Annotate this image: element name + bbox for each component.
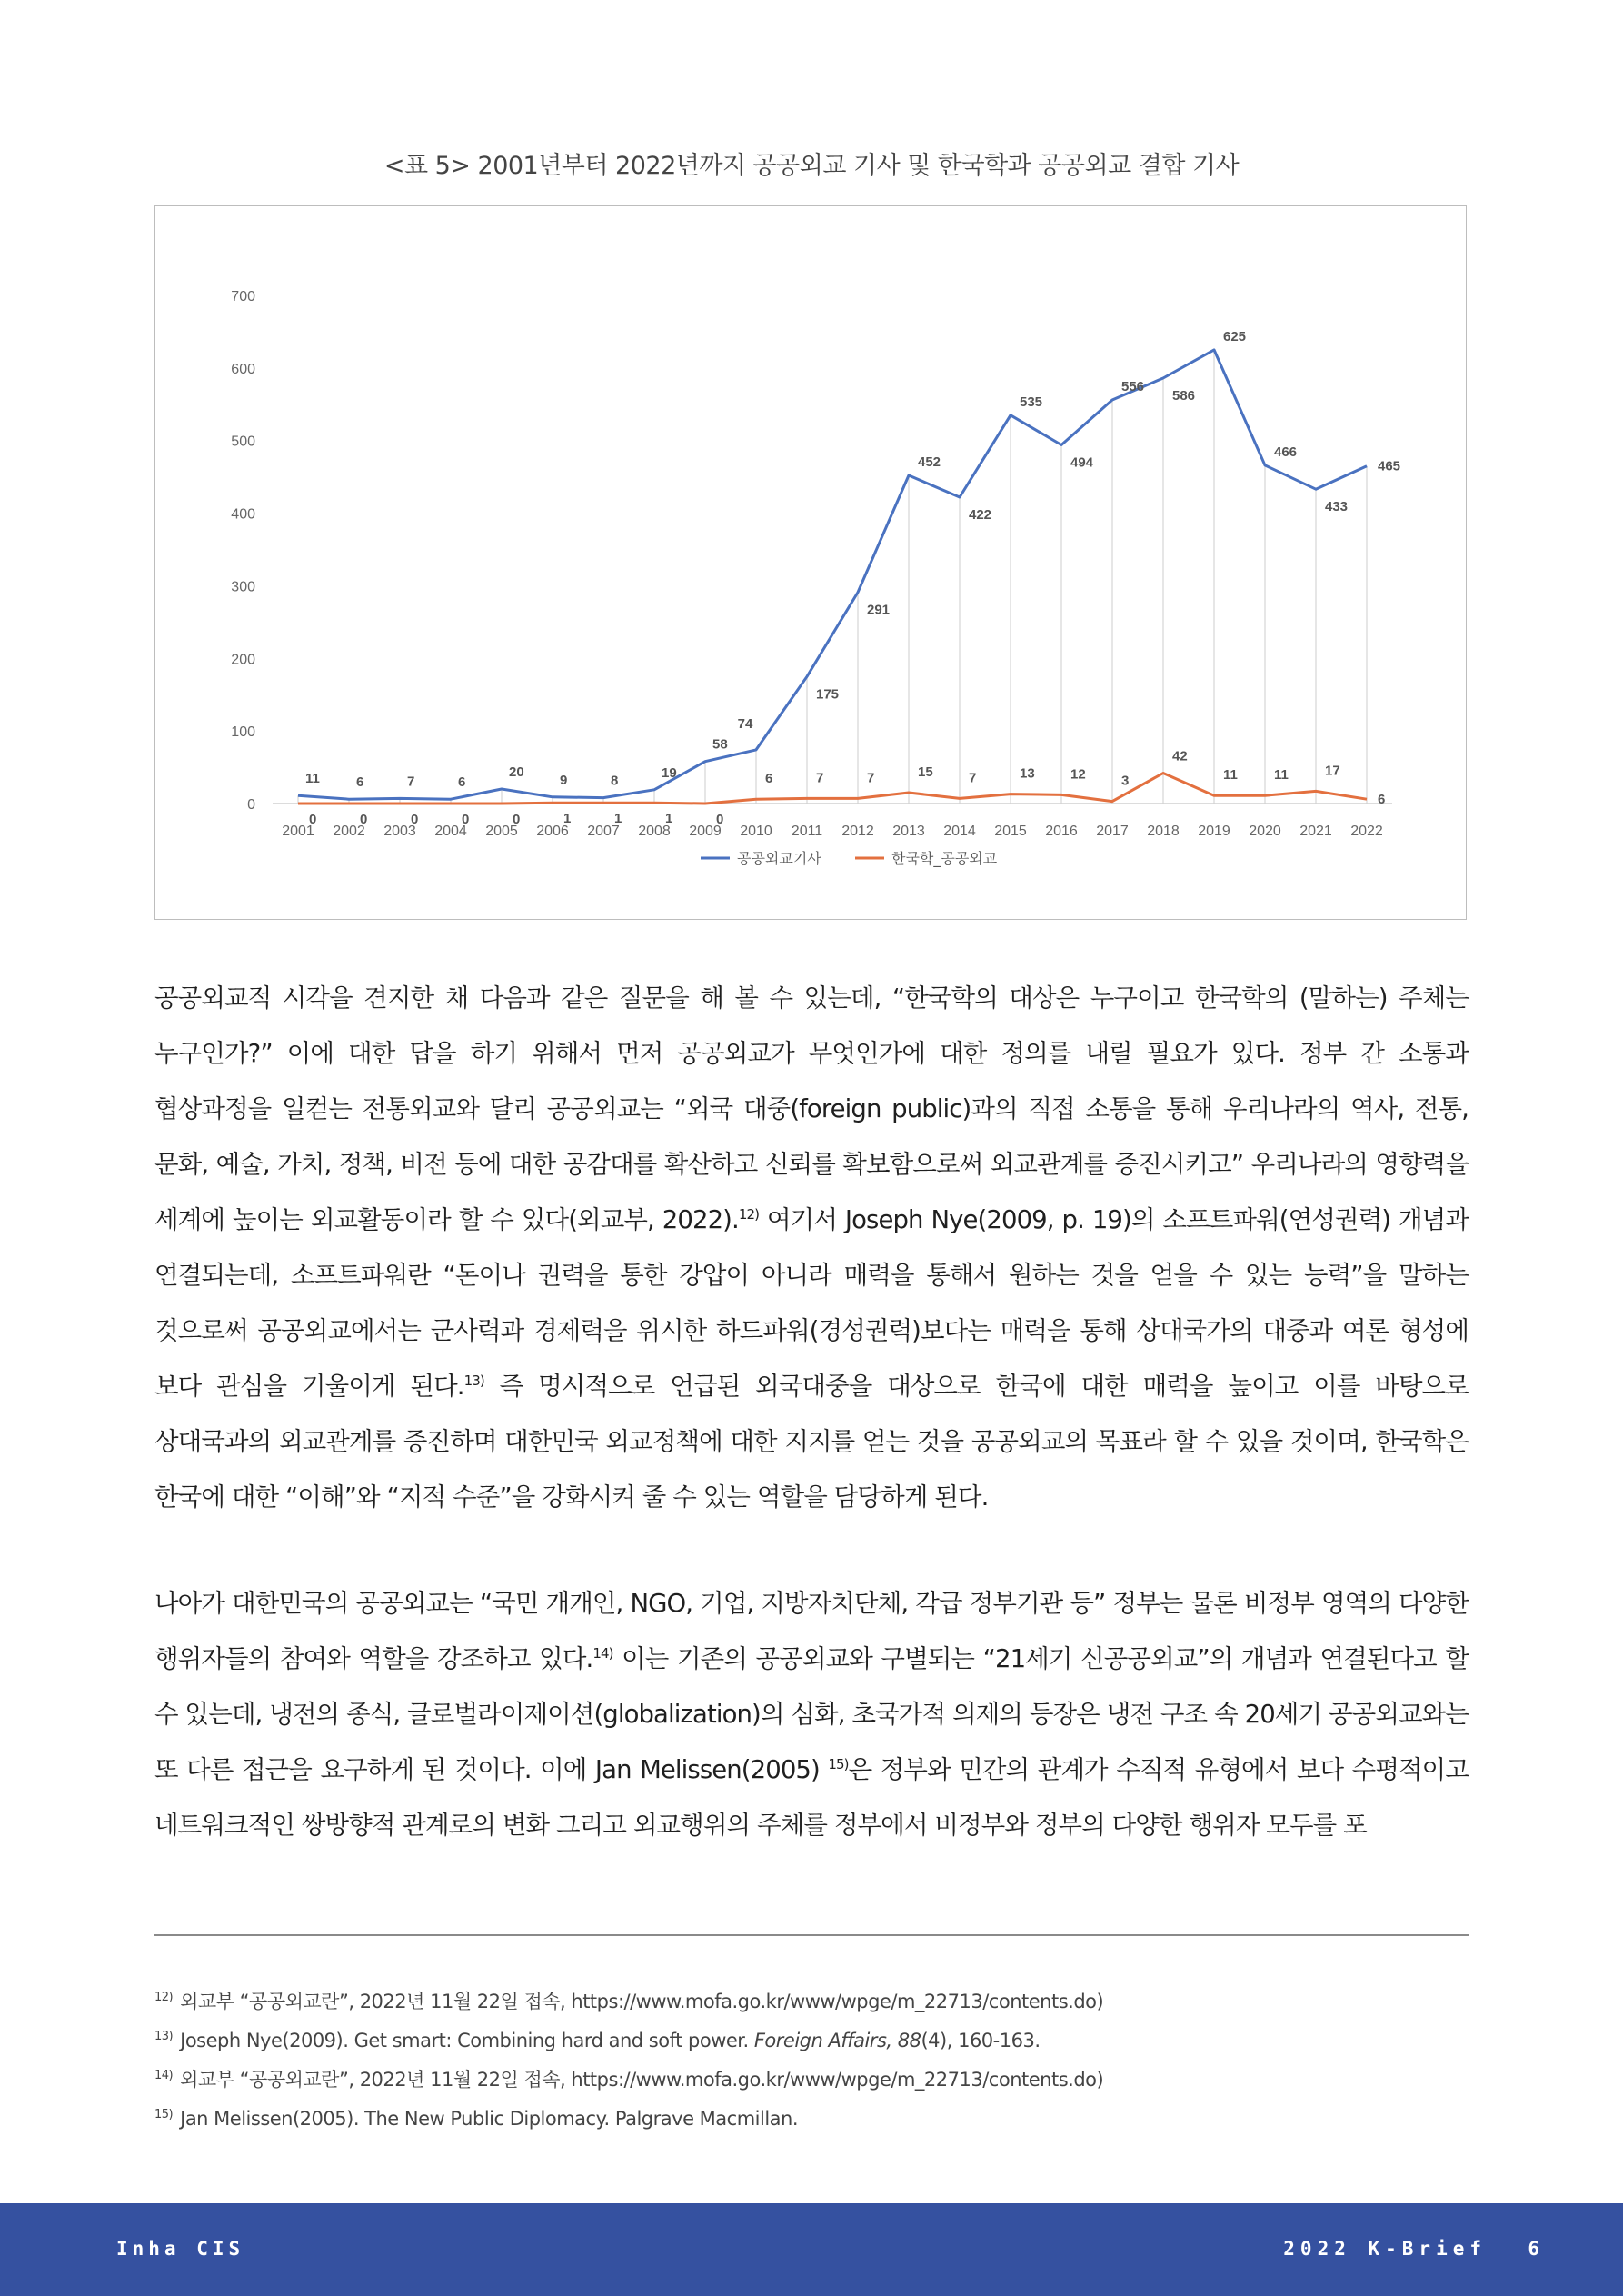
footnote-number: 12) <box>154 1991 174 2004</box>
body-paragraph-1 <box>154 971 1469 1525</box>
series-2-data-label: 1 <box>614 811 622 827</box>
paragraph-text: 즉 명시적으로 언급된 외국대중을 대상으로 한국에 대한 매력을 높이고 이를 바탕으로 상대국과의 외교관계를 증진하며 대한민국 외교정책에 대한 지지를 얻는 것을 공공외교의 목표라 할 수 있을 것이며, 한국학은 한국에 대한 “이해”와 “지적 수준”을 강화시켜 줄 수 있는 역할을 담당하게 된다. <box>154 1372 1469 1512</box>
series-2-data-label: 15 <box>918 764 933 781</box>
footnote-text: 외교부 “공공외교란”, 2022년 11월 22일 접속, https://www.mofa.go.kr/www/wpge/m_22713/contents.do) <box>180 2069 1104 2091</box>
paragraph-text: 나아가 대한민국의 공공외교는 “국민 개개인, NGO, 기업, 지방자치단체, 각급 정부기관 등” 정부는 물론 비정부 영역의 다양한 행위자들의 참여와 역할을 강조하고 있다. <box>154 1589 1469 1673</box>
series-1-data-label: 625 <box>1223 328 1247 344</box>
y-tick-label: 700 <box>231 289 255 304</box>
footnote-marker: 15) <box>828 1755 849 1772</box>
series-1-data-label: 8 <box>611 773 619 789</box>
series-2-data-label: 42 <box>1172 748 1188 764</box>
series-1-data-label: 20 <box>509 764 524 781</box>
series-2-data-label: 11 <box>1274 767 1289 784</box>
x-tick-label: 2005 <box>485 824 518 839</box>
footnote-text-end: (4), 160-163. <box>921 2030 1041 2051</box>
x-tick-label: 2012 <box>841 824 874 839</box>
legend-label-1: 공공외교기사 <box>737 850 821 867</box>
figure-caption-text: <표 5> 2001년부터 2022년까지 공공외교 기사 및 한국학과 공공외교 결합 기사 <box>383 152 1240 180</box>
x-tick-label: 2008 <box>638 824 671 839</box>
series-1-data-label: 6 <box>458 774 466 791</box>
footer-publication: 2022 K-Brief <box>1283 2238 1487 2260</box>
footnote-item <box>154 2056 1469 2095</box>
x-tick-label: 2006 <box>536 824 569 839</box>
x-tick-label: 2004 <box>434 824 467 839</box>
footnote-item <box>154 2017 1469 2056</box>
series-line-1 <box>298 350 1367 799</box>
series-2-data-label: 0 <box>716 812 724 827</box>
footnote-text: 외교부 “공공외교란”, 2022년 11월 22일 접속, https://www.mofa.go.kr/www/wpge/m_22713/contents.do) <box>180 1991 1104 2012</box>
x-tick-label: 2019 <box>1198 824 1230 839</box>
series-2-data-label: 3 <box>1121 773 1130 789</box>
series-1-data-label: 175 <box>816 686 840 703</box>
footnote-text: Jan Melissen(2005). The New Public Diplomacy. Palgrave Macmillan. <box>180 2108 799 2130</box>
x-tick-label: 2003 <box>383 824 416 839</box>
x-tick-label: 2020 <box>1249 824 1281 839</box>
footnote-number: 13) <box>154 2030 174 2043</box>
page-number: 6 <box>1528 2238 1539 2260</box>
footnote-marker: 14) <box>592 1644 613 1662</box>
series-2-data-label: 6 <box>1378 792 1386 808</box>
series-2-data-label: 7 <box>867 770 875 786</box>
series-1-data-label: 452 <box>918 454 941 471</box>
series-2-data-label: 6 <box>765 771 773 787</box>
series-2-data-label: 0 <box>513 812 521 827</box>
x-tick-label: 2016 <box>1045 824 1078 839</box>
legend-label-2: 한국학_공공외교 <box>891 850 998 867</box>
footnote-marker: 13) <box>463 1372 484 1389</box>
x-tick-label: 2018 <box>1147 824 1180 839</box>
y-tick-label: 300 <box>231 579 255 595</box>
footnote-number: 15) <box>154 2108 174 2121</box>
x-tick-label: 2015 <box>994 824 1027 839</box>
series-1-data-label: 19 <box>662 764 677 781</box>
series-1-data-label: 9 <box>560 772 568 788</box>
series-2-data-label: 7 <box>816 770 824 786</box>
series-2-data-label: 11 <box>1223 767 1238 784</box>
series-2-data-label: 1 <box>563 811 572 827</box>
page-footer <box>0 2203 1623 2296</box>
y-tick-label: 200 <box>231 652 255 668</box>
paragraph-text: 공공외교적 시각을 견지한 채 다음과 같은 질문을 해 볼 수 있는데, “한국학의 대상은 누구이고 한국학의 (말하는) 주체는 누구인가?” 이에 대한 답을 하기 위해서 먼저 공공외교가 무엇인가에 대한 정의를 내릴 필요가 있다. 정부 간 소통과 협상과정을 일컫는 전통외교와 달리 공공외교는 “외국 대중(foreign public)과의 직접 소통을 통해 우리나라의 역사, 전통, 문화, 예술, 가치, 정책, 비전 등에 대한 공감대를 확산하고 신뢰를 확보함으로써 외교관계를 증진시키고” 우리나라의 영향력을 세계에 높이는 외교활동이라 할 수 있다(외교부, 2022). <box>154 983 1469 1234</box>
footnote-item <box>154 2095 1469 2134</box>
footnotes <box>154 1978 1469 2134</box>
series-1-data-label: 58 <box>712 736 728 753</box>
series-1-data-label: 556 <box>1121 378 1145 394</box>
y-tick-label: 100 <box>231 724 255 741</box>
footnote-text: Joseph Nye(2009). Get smart: Combining hard and soft power. <box>180 2030 754 2051</box>
footnote-marker: 12) <box>738 1205 760 1223</box>
series-2-data-label: 0 <box>360 812 368 827</box>
footnote-item <box>154 1978 1469 2017</box>
y-tick-label: 600 <box>231 361 255 377</box>
series-2-data-label: 7 <box>969 770 977 786</box>
footnote-journal: Foreign Affairs, 88 <box>753 2030 921 2051</box>
x-tick-label: 2010 <box>740 824 772 839</box>
series-2-data-label: 13 <box>1020 765 1035 782</box>
series-2-data-label: 17 <box>1325 763 1340 779</box>
series-1-data-label: 466 <box>1274 444 1298 460</box>
line-chart <box>154 205 1467 920</box>
body-paragraph-2 <box>154 1576 1469 1853</box>
series-1-data-label: 433 <box>1325 499 1349 515</box>
line-chart-svg <box>155 206 1468 921</box>
footnote-divider <box>154 1934 1469 1936</box>
x-tick-label: 2007 <box>587 824 620 839</box>
series-1-data-label: 291 <box>867 602 891 618</box>
paragraph-text: 이는 기존의 공공외교와 구별되는 “21세기 신공공외교”의 개념과 연결된다고 할 수 있는데, 냉전의 종식, 글로벌라이제이션(globalization)의 심화, 초국가적 의제의 등장은 냉전 구조 속 20세기 공공외교와는 또 다른 접근을 요구하게 된 것이다. 이에 Jan Melissen(2005) <box>154 1644 1469 1784</box>
y-tick-label: 0 <box>247 797 255 813</box>
series-2-data-label: 0 <box>462 812 470 827</box>
x-tick-label: 2001 <box>282 824 314 839</box>
series-1-data-label: 422 <box>969 507 992 524</box>
x-tick-label: 2014 <box>943 824 976 839</box>
x-tick-label: 2009 <box>689 824 722 839</box>
series-1-data-label: 465 <box>1378 458 1401 474</box>
x-tick-label: 2021 <box>1299 824 1332 839</box>
y-tick-label: 400 <box>231 506 255 523</box>
figure-caption <box>0 145 1623 181</box>
series-2-data-label: 0 <box>309 812 317 827</box>
series-1-data-label: 535 <box>1020 394 1043 410</box>
footer-org: Inha CIS <box>116 2238 245 2260</box>
series-1-data-label: 586 <box>1172 388 1196 404</box>
x-tick-label: 2017 <box>1096 824 1129 839</box>
series-2-data-label: 1 <box>665 811 673 827</box>
series-2-data-label: 12 <box>1070 766 1086 783</box>
series-1-data-label: 11 <box>305 771 320 787</box>
x-tick-label: 2022 <box>1350 824 1383 839</box>
paragraph-text: 은 정부와 민간의 관계가 수직적 유형에서 보다 수평적이고 네트워크적인 쌍방향적 관계로의 변화 그리고 외교행위의 주체를 정부에서 비정부와 정부의 다양한 행위자 모두를 포 <box>154 1755 1469 1840</box>
series-2-data-label: 0 <box>411 812 419 827</box>
series-1-data-label: 494 <box>1070 454 1094 471</box>
x-tick-label: 2002 <box>333 824 365 839</box>
x-tick-label: 2011 <box>791 824 823 839</box>
series-1-data-label: 6 <box>356 774 364 791</box>
y-tick-label: 500 <box>231 434 255 450</box>
series-1-data-label: 74 <box>737 715 753 732</box>
series-1-data-label: 7 <box>407 774 415 790</box>
paragraph-text: 여기서 Joseph Nye(2009, p. 19)의 소프트파워(연성권력) 개념과 연결되는데, 소프트파워란 “돈이나 권력을 통한 강압이 아니라 매력을 통해서 원하는 것을 얻을 수 있는 능력”을 말하는 것으로써 공공외교에서는 군사력과 경제력을 위시한 하드파워(경성권력)보다는 매력을 통해 상대국가의 대중과 여론 형성에 보다 관심을 기울이게 된다. <box>154 1205 1469 1401</box>
x-tick-label: 2013 <box>892 824 925 839</box>
footnote-number: 14) <box>154 2069 174 2082</box>
